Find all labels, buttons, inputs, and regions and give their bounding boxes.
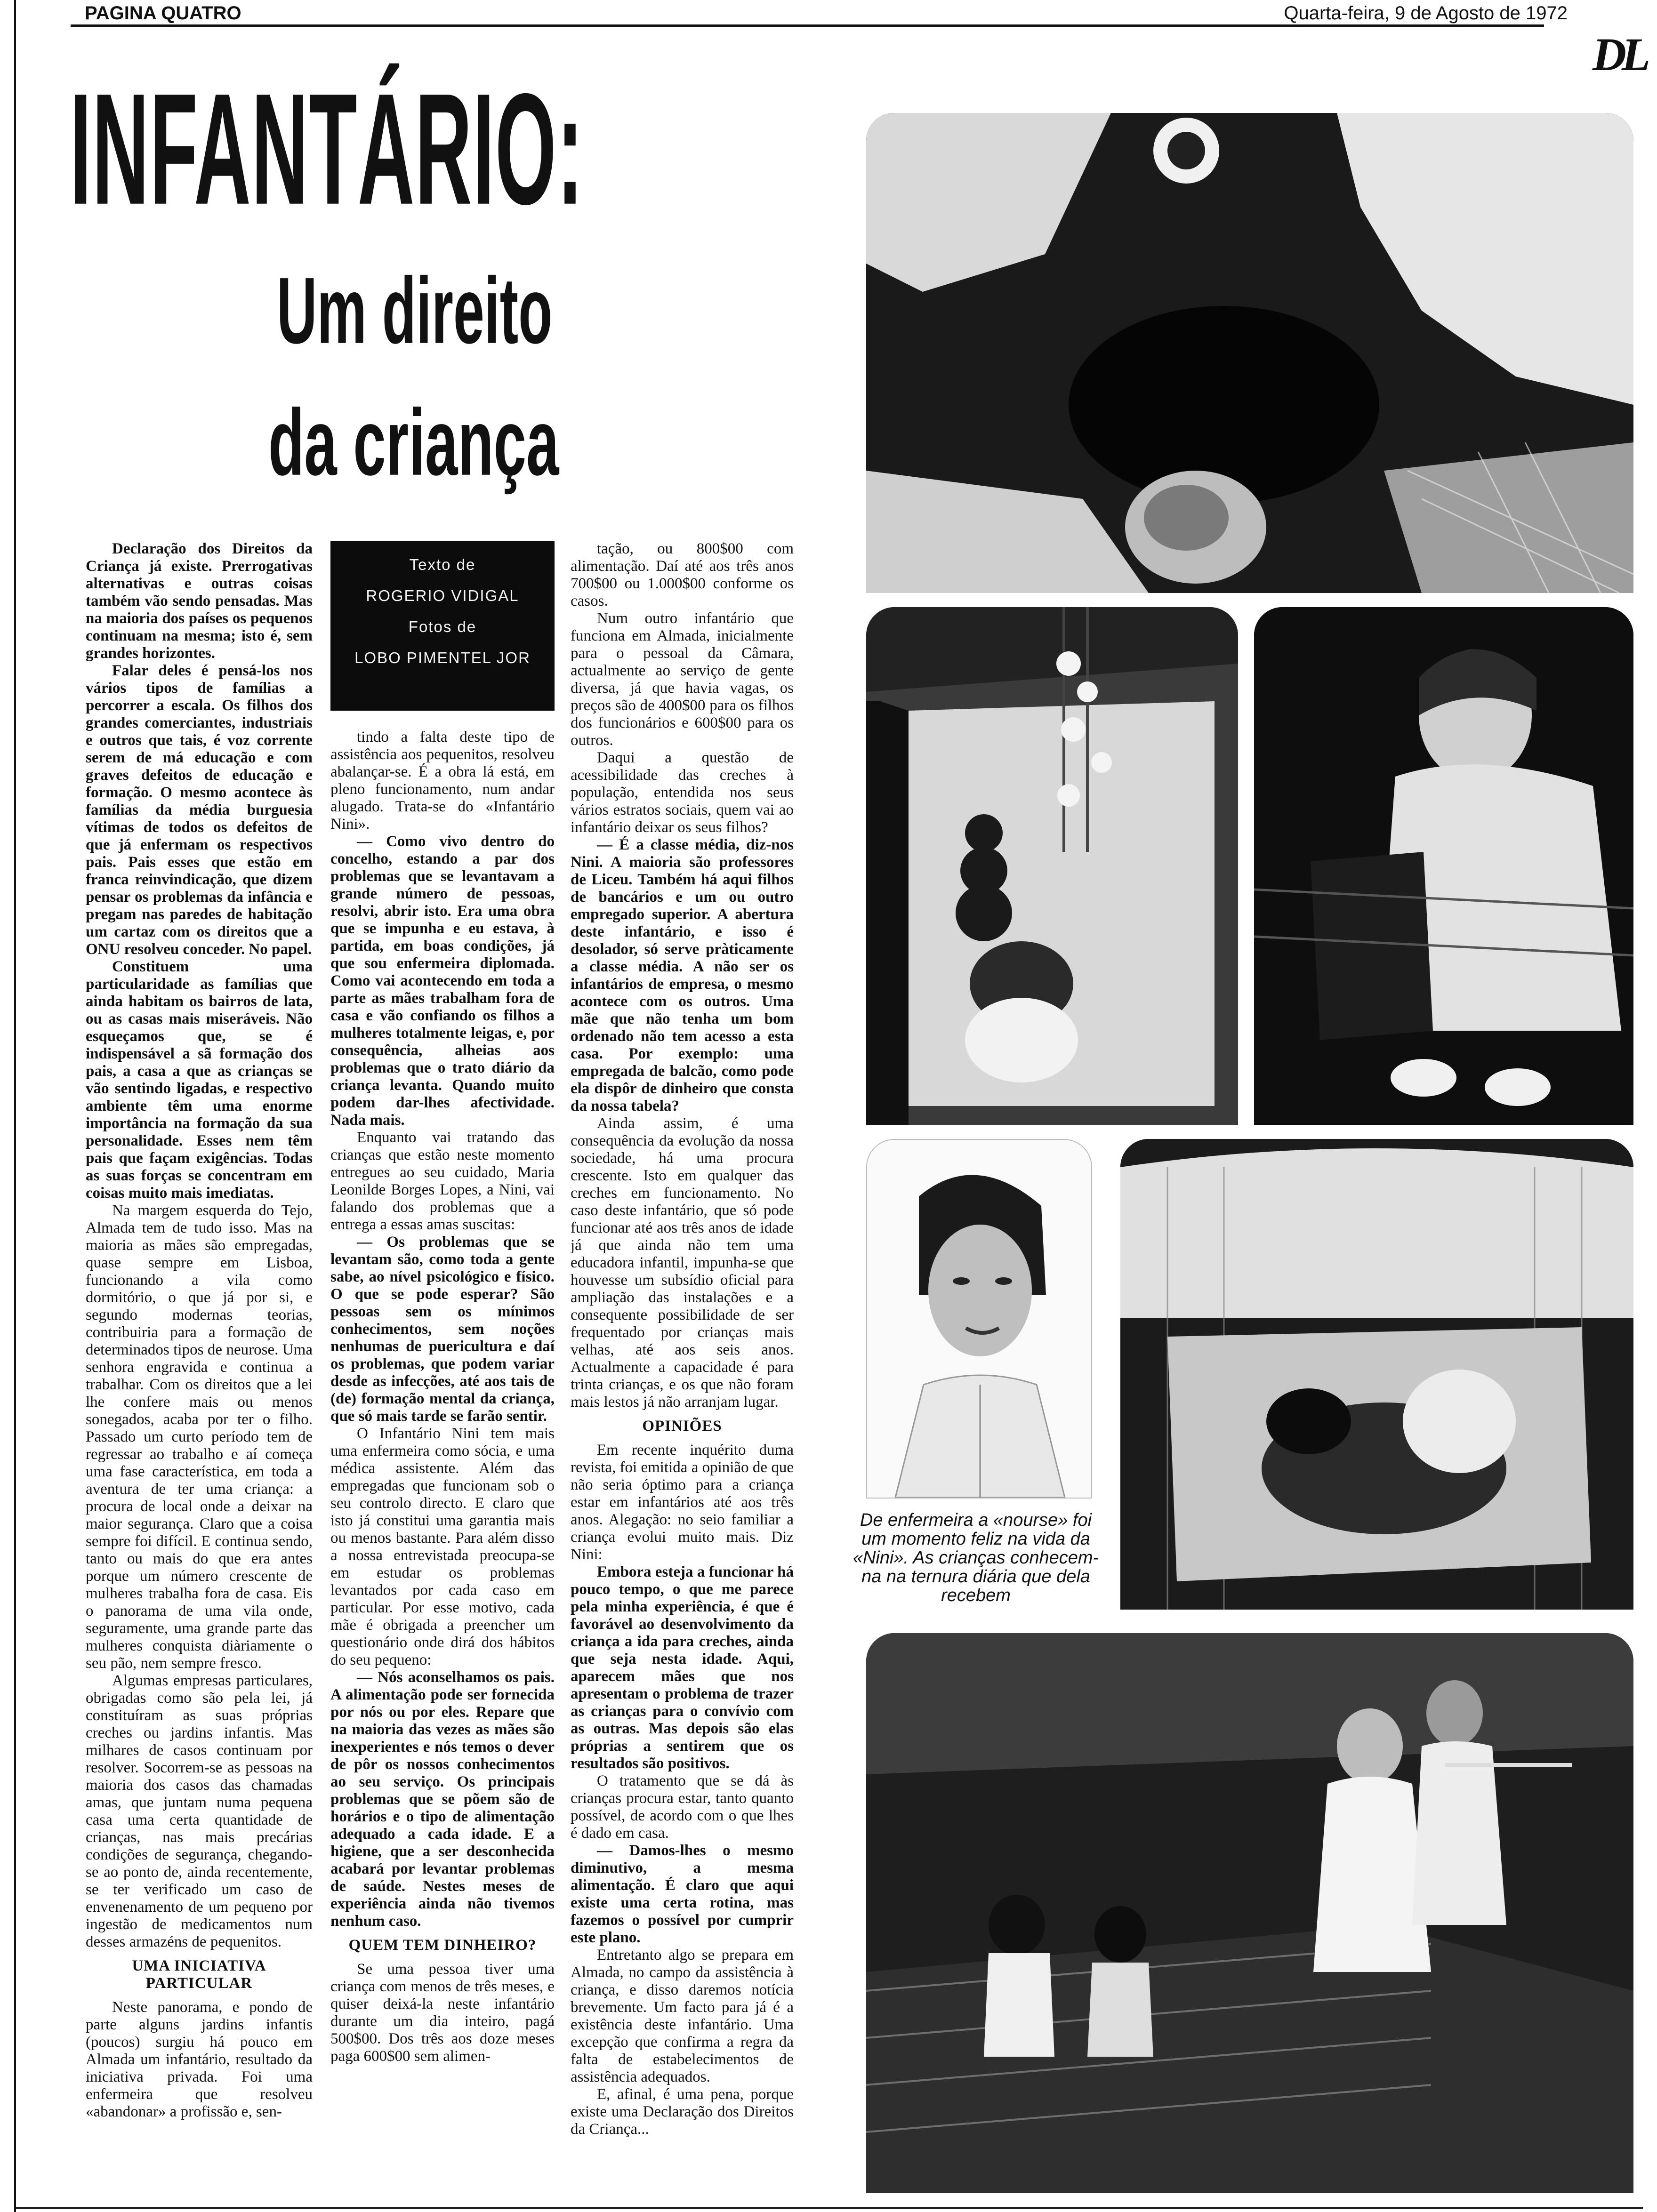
paragraph: — Nós aconselhamos os pais. A alimentação pode ser fornecida por nós ou por eles. Repare que na maioria das vezes as mães são inexperientes e nós temos o dever de pôr os nossos conhecimentos ao seu serviço. Os principais problemas que se põem são de horários e o tipo de alimentação adequado a cada idade. E a higiene, que a ser desconhecida acabará por levantar problemas de saúde. Nestes meses de experiência ainda não tivemos nenhum caso. <box>330 1669 555 1930</box>
subheading: UMA INICIATIVA PARTICULAR <box>132 1957 266 1992</box>
paragraph: E, afinal, é uma pena, porque existe uma Declaração dos Direitos da Criança... <box>571 2086 794 2138</box>
paragraph: Se uma pessoa tiver uma criança com menos de três meses, e quiser deixá-la neste infantário durante um dia inteiro, pagá 500$00. Dos três aos doze meses paga 600$00 sem alimen- <box>330 1961 555 2065</box>
subheading: QUEM TEM DINHEIRO? <box>348 1937 537 1954</box>
text-credit-author: ROGERIO VIDIGAL <box>366 587 519 604</box>
text-credit-label: Texto de <box>409 556 476 573</box>
paragraph: Declaração dos Direitos da Criança já existe. Prerrogativas alternativas e outras coisas também vão sendo pensadas. Mas na maioria dos países os pequenos continuam na mesma; isto é, sem grandes horizontes. <box>86 540 313 662</box>
paragraph: O Infantário Nini tem mais uma enfermeira como sócia, e uma médica assistente. Além das empregadas que funcionam sob o seu controlo directo. E claro que isto já constitui uma garantia mais ou menos bastante. Para além disso a nossa entrevistada preocupa-se em estudar os problemas levantados por cada caso em particular. Por esse motivo, cada mãe é obrigada a preencher um questionário onde dirá dos hábitos do seu pequeno: <box>330 1425 555 1668</box>
paragraph: — Damos-lhes o mesmo diminutivo, a mesma alimentação. É claro que aqui existe uma certa rotina, mas fazemos o possível por cumprir este plano. <box>571 1842 794 1946</box>
photo-child-seated <box>1254 607 1633 1125</box>
issue-date: Quarta-feira, 9 de Agosto de 1972 <box>1284 3 1568 24</box>
subheading: OPINIÕES <box>642 1418 722 1435</box>
photo-toddler-in-cot <box>866 607 1238 1125</box>
paragraph: tação, ou 800$00 com alimentação. Daí até aos três anos 700$00 ou 1.000$00 conforme os casos. <box>571 540 794 609</box>
newspaper-logo: DL <box>1592 28 1646 80</box>
paragraph: Constituem uma particularidade as famílias que ainda habitam os bairros de lata, ou as casas mais miseráveis. Não esqueçamos que, se é indispensável a sã formação dos pais, a casa a que as crianças se vão sentindo ligadas, e respectivo ambiente têm uma enorme importância na formação da sua personalidade. Esses nem têm pais que façam exigências. Todas as suas forças se concentram em coisas muito mais imediatas. <box>86 958 313 1202</box>
photo-caption: De enfermeira a «nourse» foi um momento feliz na vida da «Nini». As crianças conhecem-na na ternura diária que dela recebem <box>853 1510 1099 1605</box>
photo-baby-sleeping <box>866 113 1633 593</box>
credits-box <box>330 541 555 711</box>
paragraph: tindo a falta deste tipo de assistência aos pequenitos, resolveu abalançar-se. É a obra lá está, em pleno funcionamento, num andar alugado. Trata-se do «Infantário Nini». <box>330 729 555 833</box>
paragraph: — É a classe média, diz-nos Nini. A maioria são professores de Liceu. Também há aqui filhos de bancários e um ou outro empregado superior. A abertura deste infantário, e isso é desolador, só serve pràticamente a classe média. A não ser os infantários de empresa, o mesmo acontece com os outros. Uma mãe que não tenha um bom ordenado não tem acesso a esta casa. Por exemplo: uma empregada de balcão, como pode ela dispôr de dinheiro que consta da nossa tabela? <box>571 836 794 1114</box>
photo-nurses-with-children <box>866 1633 1633 2193</box>
photo-nurse-portrait <box>866 1139 1092 1499</box>
paragraph: — Os problemas que se levantam são, como toda a gente sabe, ao nível psicológico e físico. O que se pode esperar? São pessoas sem os mínimos conhecimentos, sem noções nenhumas de puericultura e daí os problemas, que podem variar desde as infecções, até aos tais de (de) formação mental da criança, que só mais tarde se farão sentir. <box>330 1234 555 1425</box>
photo-credit-label: Fotos de <box>408 618 477 635</box>
page-edge-rule <box>14 0 16 2212</box>
paragraph: — Como vivo dentro do concelho, estando a par dos problemas que se levantavam a grande número de pessoas, resolvi, abrir isto. Era uma obra que se impunha e eu estava, à partida, em boas condições, já que sou enfermeira diplomada. Como vai acontecendo em toda a parte as mães trabalham fora de casa e vão confiando os filhos a mulheres totalmente leigas, e, por consequência, alheias aos problemas que o trato diário da criança levanta. Quando muito podem dar-lhes afectividade. Nada mais. <box>330 833 555 1129</box>
paragraph: Ainda assim, é uma consequência da evolução da nossa sociedade, há uma procura crescente. Isto em qualquer das creches em funcionamento. No caso deste infantário, que só pode funcionar até aos três anos de idade já que ainda não tem uma educadora infantil, impunha-se que houvesse um subsídio oficial para ampliação das instalações e a consequente possibilidade de ser frequentado por crianças mais velhas, até aos seis anos. Actualmente a capacidade é para trinta crianças, e os que não foram mais lestos já não arranjam lugar. <box>571 1115 794 1411</box>
paragraph: Algumas empresas particulares, obrigadas como são pela lei, já constituíram as suas próprias creches ou jardins infantis. Mas milhares de casos continuam por resolver. Socorrem-se as pessoas na maioria dos casos das chamadas amas, que juntam numa pequena casa uma certa quantidade de crianças, nas mais precárias condições de segurança, chegando-se ao ponto de, ainda recentemente, se ter verificado um caso de envenenamento de um pequeno por ingestão de medicamentos num desses armazéns de pequenitos. <box>86 1672 313 1950</box>
paragraph: Daqui a questão de acessibilidade das creches à população, entendida nos seus vários estratos sociais, quem vai ao infantário deixar os seus filhos? <box>571 749 794 836</box>
section-label: PAGINA QUATRO <box>85 3 241 24</box>
headline-title: INFANTÁRIO: <box>70 61 584 238</box>
footer-rule <box>14 2207 1643 2209</box>
header-rule <box>71 24 1544 27</box>
article-column-3 <box>571 540 794 2206</box>
paragraph: Num outro infantário que funciona em Almada, inicialmente para o pessoal da Câmara, actualmente ao serviço de gente diversa, já que havia vagas, os preços são de 400$00 para os filhos dos funcionários e 600$00 para os outros. <box>571 610 794 749</box>
photo-credit-author: LOBO PIMENTEL JOR <box>354 649 531 666</box>
headline-subtitle-1: Um direito <box>277 257 553 363</box>
article-column-2 <box>330 729 555 2206</box>
paragraph: Enquanto vai tratando das crianças que estão neste momento entregues ao seu cuidado, Maria Leonilde Borges Lopes, a Nini, vai falando dos problemas que a entrega a essas amas suscitas: <box>330 1129 555 1233</box>
paragraph: O tratamento que se dá às crianças procura estar, tanto quanto possível, de acordo com o que lhes é dado em casa. <box>571 1772 794 1842</box>
paragraph: Falar deles é pensá-los nos vários tipos de famílias a percorrer a escala. Os filhos dos grandes comerciantes, industriais e outros que tais, é voz corrente serem de má educação e com graves defeitos de educação e formação. O mesmo acontece às famílias da média burguesia vítimas de todos os defeitos de que já enfermam os respectivos pais. Pais esses que estão em franca reinvindicação, que dizem pensar os problemas da infância e pregam nas paredes de habitação um cartaz com os direitos que a ONU resolveu conceder. No papel. <box>86 662 313 958</box>
paragraph: Entretanto algo se prepara em Almada, no campo da assistência à criança, e disso daremos notícia brevemente. Um facto para já é a existência deste infantário. Uma excepção que confirma a regra da falta de estabelecimentos de assistência adequados. <box>571 1947 794 2085</box>
photo-nurse-at-cot <box>1120 1139 1633 1610</box>
paragraph: Na margem esquerda do Tejo, Almada tem de tudo isso. Mas na maioria as mães são empregadas, quase sempre em Lisboa, funcionando a vila como dormitório, o que já por si, e segundo modernas teorias, contribuiria para a formação de determinados tipos de neurose. Uma senhora engravida e continua a trabalhar. Com os direitos que a lei lhe confere mais ou menos sonegados, acaba por ter o filho. Passado um curto período tem de regressar ao trabalho e aí começa uma fase característica, em toda a aventura de ter uma criança: a procura de local onde a deixar na maior segurança. Claro que a coisa sempre foi difícil. E continua sendo, tanto ou mais do que era antes porque um número crescente de mulheres trabalha fora de casa. Eis o panorama de uma vila onde, seguramente, uma grande parte das mulheres conquista diàriamente o seu pão, nem sempre fresco. <box>86 1202 313 1672</box>
paragraph: Em recente inquérito duma revista, foi emitida a opinião de que não seria óptimo para a criança estar em infantários até aos três anos. Alegação: no seio familiar a criança evolui muito mais. Diz Nini: <box>571 1442 794 1563</box>
article-column-1 <box>86 540 313 2206</box>
paragraph: Embora esteja a funcionar há pouco tempo, o que me parece pela minha experiência, é que é favorável ao desenvolvimento da criança a ida para creches, ainda que seja nesta idade. Aqui, aparecem mães que nos apresentam o problema de trazer as crianças para o convívio com as outras. Mas depois são elas próprias a sentirem que os resultados são positivos. <box>571 1563 794 1772</box>
paragraph: Neste panorama, e pondo de parte alguns jardins infantis (poucos) surgiu há pouco em Almada um infantário, resultado da iniciativa privada. Foi uma enfermeira que resolveu «abandonar» a profissão e, sen- <box>86 1999 313 2120</box>
headline-subtitle-2: da criança <box>268 389 559 495</box>
